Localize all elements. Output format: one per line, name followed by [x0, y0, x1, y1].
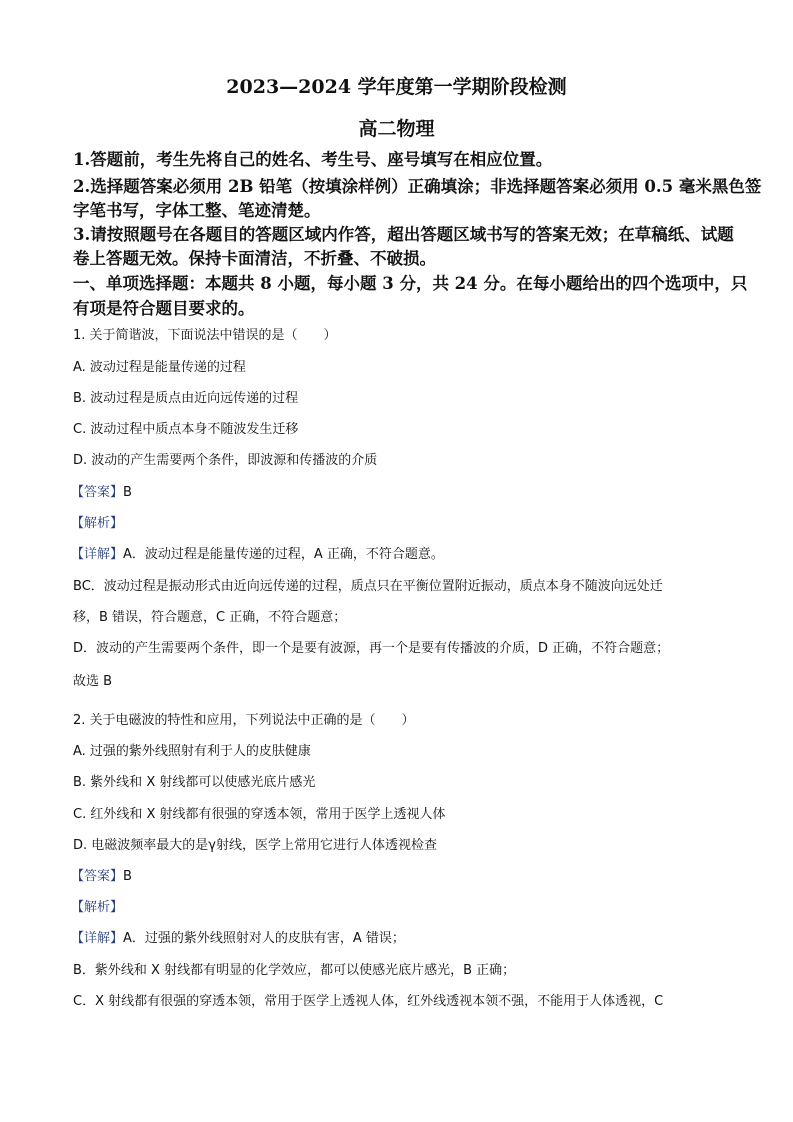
- instruction-line: 3.请按照题号在各题目的答题区域内作答，超出答题区域书写的答案无效；在草稿纸、试题: [73, 225, 734, 244]
- question-option: C. 红外线和 X 射线都有很强的穿透本领，常用于医学上透视人体: [73, 807, 446, 822]
- answer-line: [71, 865, 132, 884]
- detail-line: BC．波动过程是振动形式由近向远传递的过程，质点只在平衡位置附近振动，质点本身不随波向远处迁: [73, 579, 663, 594]
- question-option: D. 波动的产生需要两个条件，即波源和传播波的介质: [73, 453, 378, 468]
- question-stem: 1. 关于简谐波，下面说法中错误的是（ ）: [73, 328, 337, 343]
- detail-line: 【详解】A．过强的紫外线照射对人的皮肤有害，A 错误；: [71, 931, 405, 946]
- question-option: B. 紫外线和 X 射线都可以使感光底片感光: [73, 775, 316, 790]
- detail-tag: 【详解】: [71, 931, 124, 946]
- question-option: D. 电磁波频率最大的是γ射线，医学上常用它进行人体透视检查: [73, 838, 437, 853]
- question-option: A. 过强的紫外线照射有利于人的皮肤健康: [73, 744, 311, 759]
- question-stem: 2. 关于电磁波的特性和应用，下列说法中正确的是（ ）: [73, 713, 415, 728]
- detail-line: D．波动的产生需要两个条件，即一个是要有波源，再一个是要有传播波的介质，D 正确，不符合题意；: [73, 641, 670, 656]
- section-heading: 有项是符合题目要求的。: [73, 299, 255, 318]
- question-option: B. 波动过程是质点由近向远传递的过程: [73, 391, 299, 406]
- detail-line: 移，B 错误，符合题意，C 正确，不符合题意；: [73, 610, 347, 625]
- instruction-line: 卷上答题无效。保持卡面清洁，不折叠、不破损。: [73, 249, 436, 268]
- detail-line: 故选 B: [73, 674, 113, 689]
- detail-line: C．X 射线都有很强的穿透本领，常用于医学上透视人体，红外线透视本领不强，不能用于人体透视，C: [73, 994, 664, 1009]
- answer-line: [71, 481, 132, 500]
- answer-tag: 【答案】: [71, 485, 124, 500]
- analysis-tag: 【解析】: [71, 900, 124, 915]
- instruction-line: 字笔书写，字体工整、笔迹清楚。: [73, 201, 321, 220]
- exam-title: 2023—2024 学年度第一学期阶段检测: [226, 76, 567, 98]
- instruction-line: 2.选择题答案必须用 2B 铅笔（按填涂样例）正确填涂；非选择题答案必须用 0.5 毫米黑色签: [73, 177, 762, 196]
- exam-subject: 高二物理: [358, 118, 435, 140]
- answer-value: B: [123, 485, 132, 500]
- detail-line: 【详解】A．波动过程是能量传递的过程，A 正确，不符合题意。: [71, 547, 444, 562]
- detail-line: B．紫外线和 X 射线都有明显的化学效应，都可以使感光底片感光，B 正确；: [73, 963, 516, 978]
- instruction-line: 1.答题前，考生先将自己的姓名、考生号、座号填写在相应位置。: [73, 150, 553, 169]
- question-option: A. 波动过程是能量传递的过程: [73, 360, 246, 375]
- question-option: C. 波动过程中质点本身不随波发生迁移: [73, 422, 299, 437]
- detail-tag: 【详解】: [71, 547, 124, 562]
- analysis-tag: 【解析】: [71, 516, 124, 531]
- answer-tag: 【答案】: [71, 869, 124, 884]
- answer-value: B: [123, 869, 132, 884]
- section-heading: 一、单项选择题：本题共 8 小题，每小题 3 分，共 24 分。在每小题给出的四个选项中，只: [73, 274, 748, 293]
